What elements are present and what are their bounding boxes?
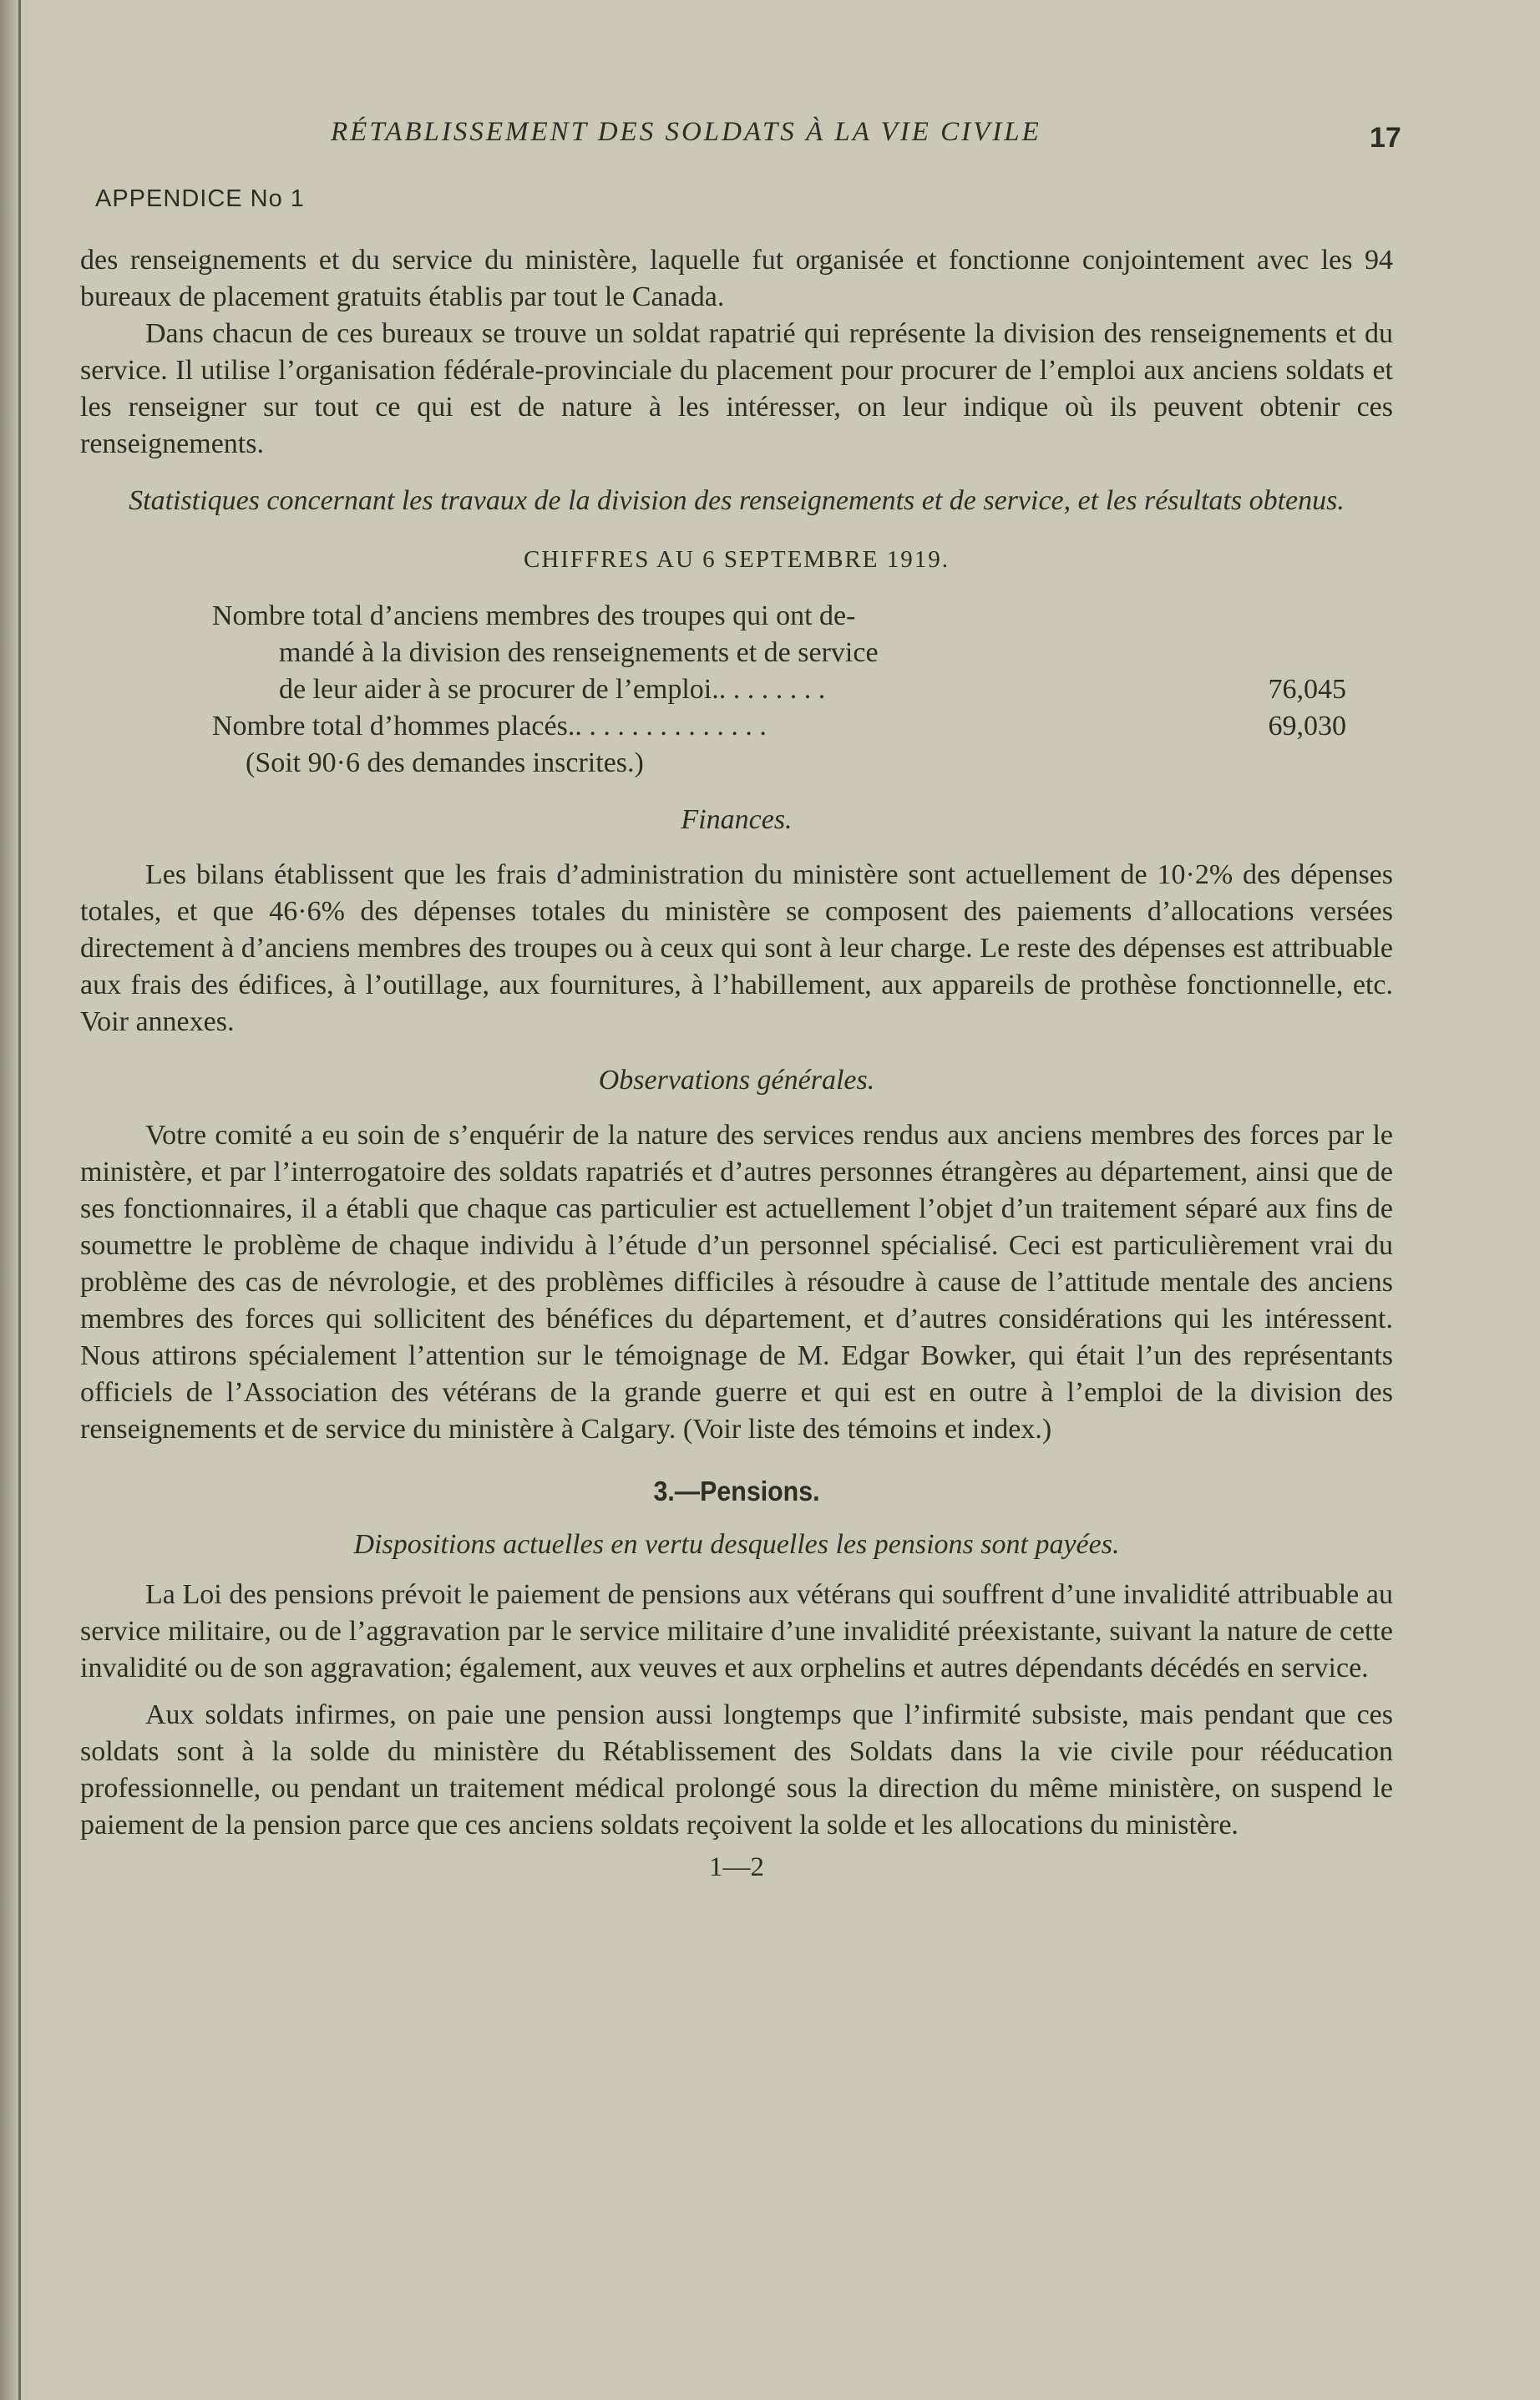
appendix-label: APPENDICE No 1 <box>95 185 305 212</box>
pensions-paragraph-2: Aux soldats infirmes, on paie une pension aussi longtemps que l’infirmité subsiste, mais pendant que ces soldats sont à la solde du ministère du Rétablissement des Soldats dans la vie civile pour rééducation professionnelle, ou pendant un traitement médical prolongé sous la direction du même ministère, on suspend le paiement de la pension parce que ces anciens soldats reçoivent la solde et les allocations du ministère. <box>80 1699 1393 1841</box>
pensions-heading: 3.—Pensions. <box>653 1476 820 1506</box>
finances-heading: Finances. <box>681 804 793 835</box>
stat-value-applicants: 76,045 <box>1268 674 1346 705</box>
statistics-table <box>212 598 1346 782</box>
paragraph-continuation: des renseignements et du service du ministère, laquelle fut organisée et fonctionne conjointement avec les 94 bureaux de placement gratuits établis par tout le Canada. <box>80 245 1393 312</box>
stat-label-placed: Nombre total d’hommes placés.. . . . . . . . . . . . . . <box>212 711 767 742</box>
folio-mark: 1—2 <box>709 1852 764 1882</box>
running-header: RÉTABLISSEMENT DES SOLDATS À LA VIE CIVILE <box>331 117 1041 147</box>
observations-heading: Observations générales. <box>598 1065 875 1096</box>
observations-paragraph: Votre comité a eu soin de s’enquérir de la nature des services rendus aux anciens membres des forces par le ministère, et par l’interrogatoire des soldats rapatriés et d’autres personnes étrangères au département, ainsi que de ses fonctionnaires, il a établi que chaque cas particulier est actuellement l’objet d’un traitement séparé aux fins de soumettre le problème de chaque individu à l’étude d’un personnel spécialisé. Ceci est particulièrement vrai du problème des cas de névrologie, et des problèmes difficiles à résoudre à cause de l’attitude mentale des anciens membres des forces qui sollicitent des bénéfices du département, et d’autres considérations qui les intéressent. Nous attirons spécialement l’attention sur le témoignage de M. Edgar Bowker, qui était l’un des représentants officiels de l’Association des vétérans de la grande guerre et qui est en outre à l’emploi de la division des renseignements et de service du ministère à Calgary. (Voir liste des témoins et index.) <box>80 1120 1393 1445</box>
stat-value-placed: 69,030 <box>1268 711 1346 742</box>
stat-label-line: Nombre total d’anciens membres des troupes qui ont de- <box>212 600 856 631</box>
statistics-title: Statistiques concernant les travaux de la division des renseignements et de service, et les résultats obtenus. <box>129 485 1345 516</box>
stat-row-applicants <box>212 598 1346 708</box>
page-body <box>80 242 1393 1886</box>
pensions-paragraph-1: La Loi des pensions prévoit le paiement de pensions aux vétérans qui souffrent d’une invalidité attribuable au service militaire, ou de l’aggravation par le service militaire d’une invalidité préexistante, suivant la nature de cette invalidité ou de son aggravation; également, aux veuves et aux orphelins et autres dépendants décédés en service. <box>80 1579 1393 1684</box>
stat-label-line: de leur aider à se procurer de l’emploi.. . . . . . . . <box>279 674 826 705</box>
binding-edge <box>18 0 21 2400</box>
pensions-subheading: Dispositions actuelles en vertu desquelles les pensions sont payées. <box>353 1529 1120 1560</box>
figures-heading: CHIFFRES AU 6 SEPTEMBRE 1919. <box>523 546 950 573</box>
paragraph-bureaux: Dans chacun de ces bureaux se trouve un soldat rapatrié qui représente la division des renseignements et du service. Il utilise l’organisation fédérale-provinciale du placement pour procurer de l’emploi aux anciens soldats et les renseigner sur tout ce qui est de nature à les intéresser, on leur indique où ils peuvent obtenir ces renseignements. <box>80 318 1393 459</box>
page-number: 17 <box>1370 122 1401 154</box>
finances-paragraph: Les bilans établissent que les frais d’administration du ministère sont actuellement de 10·2% des dépenses totales, et que 46·6% des dépenses totales du ministère se composent des paiements d’allocations versées directement à d’anciens membres des troupes ou à ceux qui sont à leur charge. Le reste des dépenses est attribuable aux frais des édifices, à l’outillage, aux fournitures, à l’habillement, aux appareils de prothèse fonctionnelle, etc. Voir annexes. <box>80 859 1393 1037</box>
stat-note: (Soit 90·6 des demandes inscrites.) <box>246 747 644 778</box>
stat-label-line: mandé à la division des renseignements et de service <box>279 637 879 668</box>
stat-row-placed <box>212 708 1346 745</box>
